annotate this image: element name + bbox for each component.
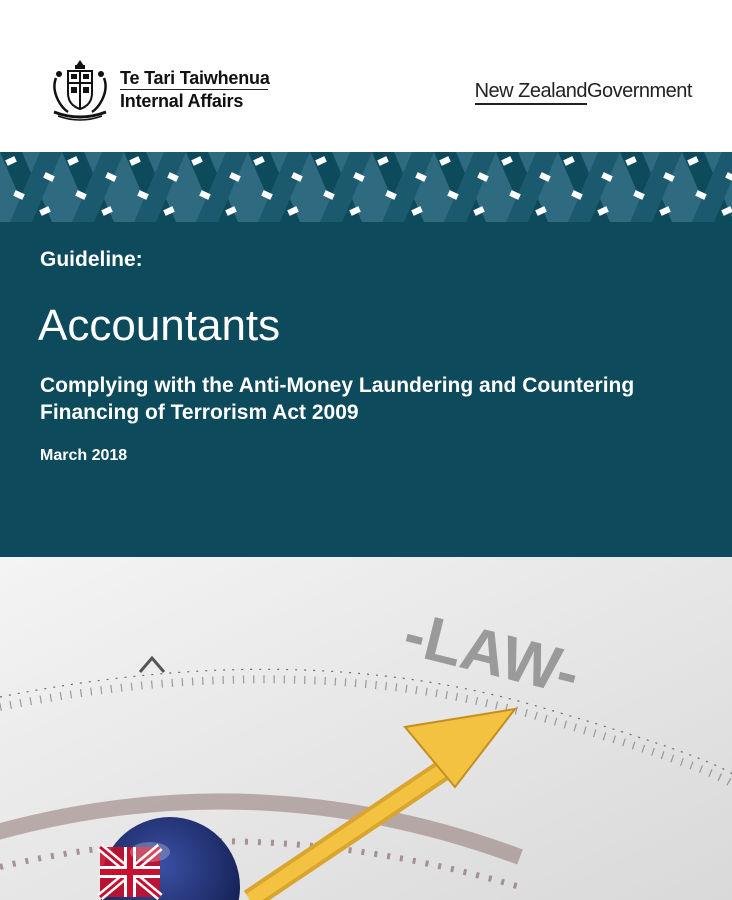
page-title: Accountants [38, 301, 281, 350]
compass-law-text: -LAW- [397, 599, 587, 710]
department-name [120, 68, 280, 111]
department-maori-name: Te Tari Taiwhenua [120, 68, 270, 88]
document-type-label: Guideline: [40, 248, 143, 271]
department-divider [120, 89, 268, 90]
nz-government-logo-part2: Government [586, 80, 692, 102]
publication-date: March 2018 [40, 447, 128, 464]
header [0, 0, 732, 152]
coat-of-arms-icon [48, 56, 112, 122]
nz-government-logo [475, 80, 692, 103]
department-english-name: Internal Affairs [120, 91, 244, 111]
compass-law-photo [0, 557, 732, 900]
title-panel [0, 222, 732, 557]
weave-pattern-band [0, 152, 732, 222]
nz-government-logo-part1: New Zealand [475, 80, 587, 105]
page-subtitle: Complying with the Anti-Money Laundering and Countering Financing of Terrorism Act 2009 [40, 374, 635, 424]
